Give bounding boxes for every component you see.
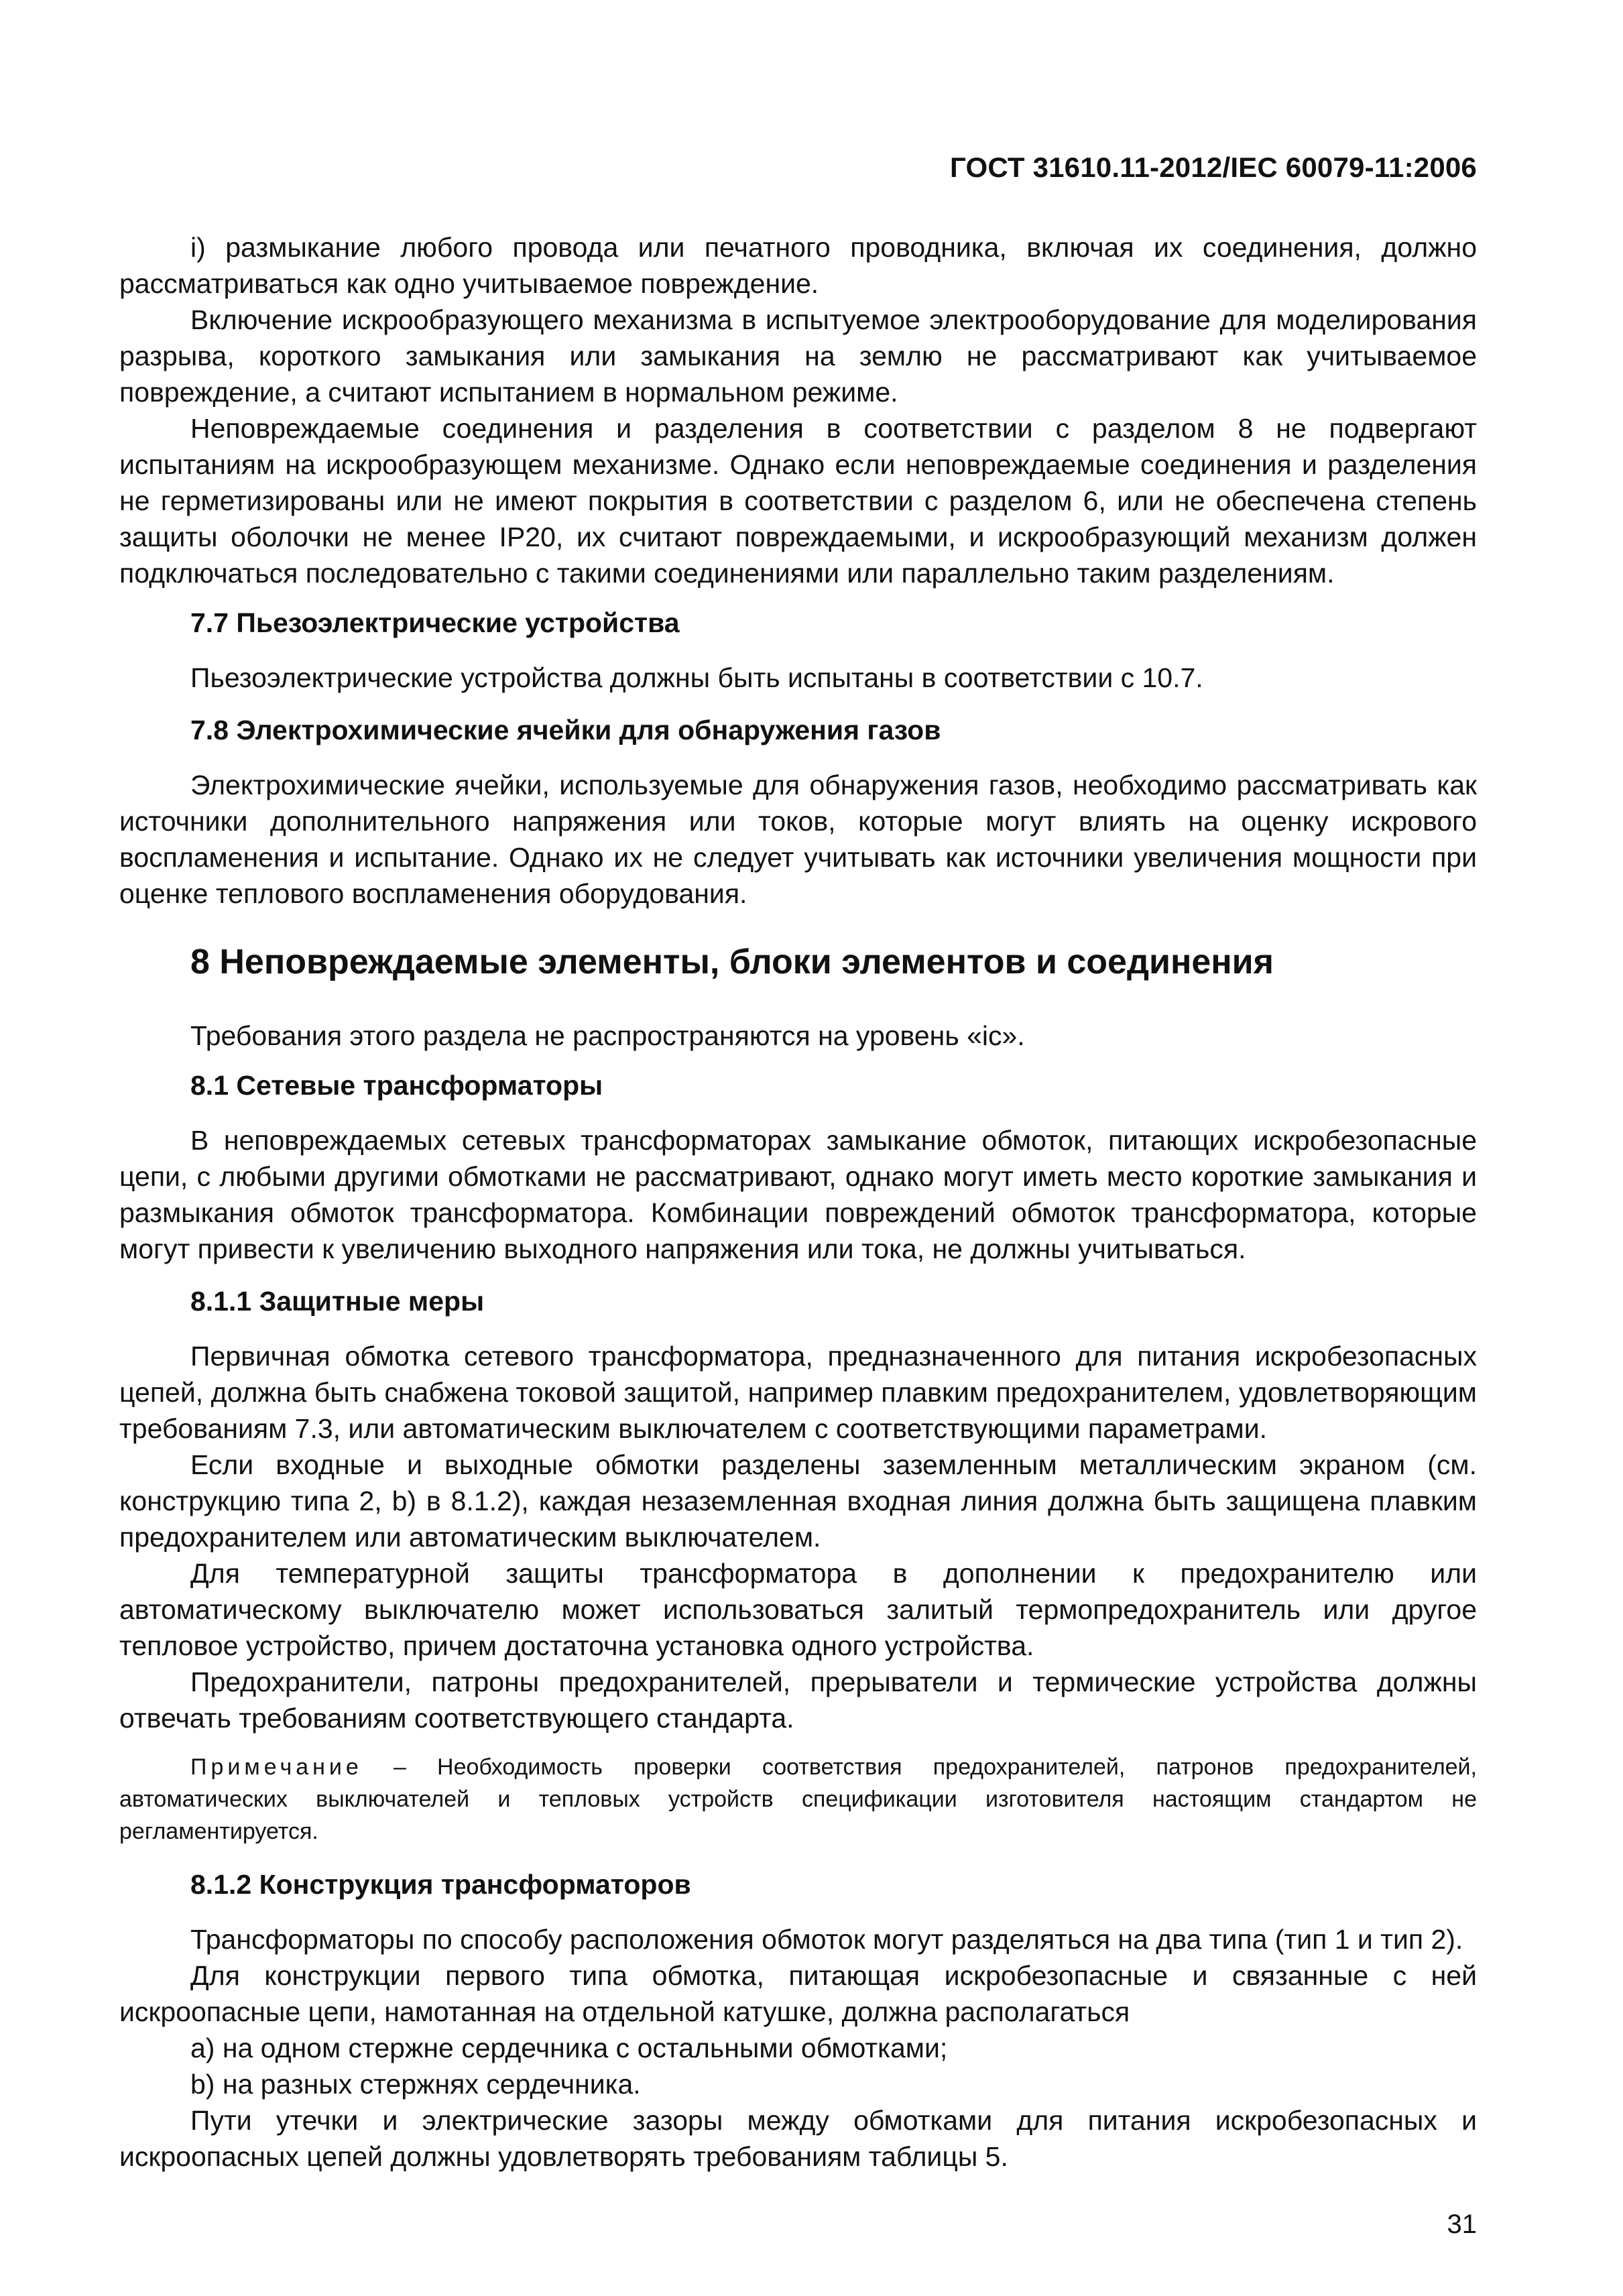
list-item-b: b) на разных стержнях сердечника.	[190, 2069, 641, 2100]
paragraph-item-i: i) размыкание любого провода или печатного проводника, включая их соединения, должно рассматриваться как одно учитываемое повреждение.	[119, 232, 1477, 299]
paragraph-8-1-2-c: Пути утечки и электрические зазоры между обмотками для питания искробезопасных и искроопасных цепей должны удовлетворять требованиям таблицы 5.	[119, 2105, 1477, 2172]
section-heading-8-1: 8.1 Сетевые трансформаторы	[190, 1070, 603, 1101]
paragraph-8-1-2-a: Трансформаторы по способу расположения обмоток могут разделяться на два типа (тип 1 и тип 2).	[190, 1924, 1463, 1955]
note-text: – Необходимость проверки соответствия предохранителей, патронов предохранителей, автоматических выключателей и тепловых устройств спецификации изготовителя настоящим стандартом не регламентируется.	[119, 1754, 1477, 1844]
paragraph-8-1-1-b: Если входные и выходные обмотки разделены заземленным металлическим экраном (см. конструкцию типа 2, b) в 8.1.2), каждая незаземленная входная линия должна быть защищена плавким предохранителем или автоматическим выключателем.	[119, 1449, 1477, 1553]
paragraph-8-1-2-b: Для конструкции первого типа обмотка, питающая искробезопасные и связанные с ней искроопасные цепи, намотанная на отдельной катушке, должна располагаться	[119, 1960, 1477, 2027]
standard-header: ГОСТ 31610.11-2012/IEC 60079-11:2006	[950, 152, 1477, 183]
paragraph-7-8: Электрохимические ячейки, используемые для обнаружения газов, необходимо рассматривать как источники дополнительного напряжения или токов, которые могут влиять на оценку искрового воспламенения и испытание. Однако их не следует учитывать как источники увеличения мощности при оценке теплового воспламенения оборудования.	[119, 770, 1477, 909]
page-body	[119, 229, 1477, 2175]
paragraph-8-1-1-a: Первичная обмотка сетевого трансформатора, предназначенного для питания искробезопасных цепей, должна быть снабжена токовой защитой, например плавким предохранителем, удовлетворяющим требованиям 7.3, или автоматическим выключателем с соответствующими параметрами.	[119, 1341, 1477, 1444]
paragraph-infallible-connections: Неповреждаемые соединения и разделения в соответствии с разделом 8 не подвергают испытаниям на искрообразующем механизме. Однако если неповреждаемые соединения и разделения не герметизированы или не имеют покрытия в соответствии с разделом 6, или не обеспечена степень защиты оболочки не менее IP20, их считают повреждаемыми, и искрообразующий механизм должен подключаться последовательно с такими соединениями или параллельно таким разделениям.	[119, 413, 1477, 589]
note-block	[119, 1751, 1477, 1848]
paragraph-7-7: Пьезоэлектрические устройства должны быть испытаны в соответствии с 10.7.	[190, 662, 1203, 693]
section-heading-8-1-1: 8.1.1 Защитные меры	[190, 1286, 485, 1317]
document-page	[119, 0, 1477, 2296]
paragraph-8-1-1-c: Для температурной защиты трансформатора в дополнении к предохранителю или автоматическому выключателю может использоваться залитый термопредохранитель или другое тепловое устройство, причем достаточна установка одного устройства.	[119, 1558, 1477, 1661]
paragraph-8-1-1-d: Предохранители, патроны предохранителей, прерыватели и термические устройства должны отвечать требованиям соответствующего стандарта.	[119, 1667, 1477, 1734]
section-heading-7-7: 7.7 Пьезоэлектрические устройства	[190, 607, 680, 638]
section-heading-8-1-2: 8.1.2 Конструкция трансформаторов	[190, 1869, 691, 1900]
note-label: Примечание	[190, 1754, 363, 1780]
section-heading-7-8: 7.8 Электрохимические ячейки для обнаружения газов	[190, 715, 941, 745]
list-item-a: a) на одном стержне сердечника с остальными обмотками;	[190, 2033, 948, 2063]
paragraph-8-1: В неповреждаемых сетевых трансформаторах замыкание обмоток, питающих искробезопасные цепи, с любыми другими обмотками не рассматривают, однако могут иметь место короткие замыкания и размыкания обмоток трансформатора. Комбинации повреждений обмоток трансформатора, которые могут привести к увеличению выходного напряжения или тока, не должны учитываться.	[119, 1125, 1477, 1264]
paragraph-spark-mechanism: Включение искрообразующего механизма в испытуемое электрооборудование для моделирования разрыва, короткого замыкания или замыкания на землю не рассматривают как учитываемое повреждение, а считают испытанием в нормальном режиме.	[119, 304, 1477, 408]
section-heading-8: 8 Неповреждаемые элементы, блоки элементов и соединения	[190, 943, 1274, 981]
page-number: 31	[1447, 2210, 1477, 2239]
paragraph-8: Требования этого раздела не распространяются на уровень «ic».	[190, 1020, 1025, 1051]
